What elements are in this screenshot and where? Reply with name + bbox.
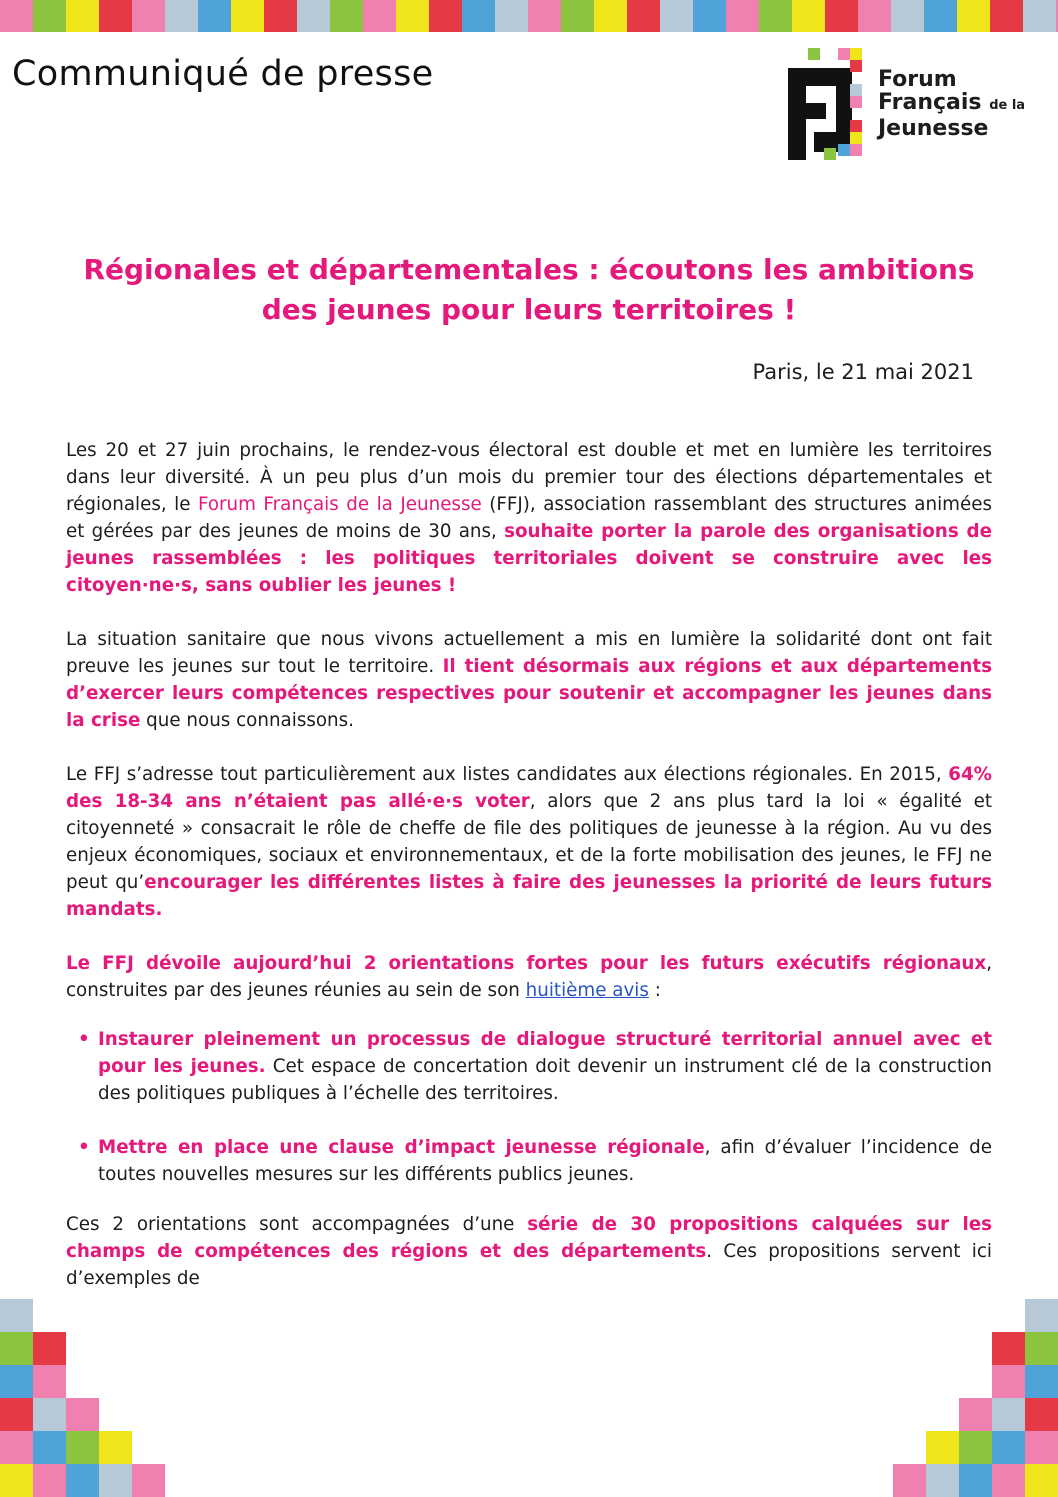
corner-square — [992, 1332, 1025, 1365]
dateline: Paris, le 21 mai 2021 — [752, 360, 974, 384]
strip-square — [363, 0, 396, 32]
press-release-body — [66, 437, 992, 1319]
bullet-icon: • — [78, 1137, 90, 1158]
logo-pixel — [838, 144, 850, 156]
corner-square — [1025, 1398, 1058, 1431]
paragraph-2: La situation sanitaire que nous vivons actuellement a mis en lumière la solidarité dont ont fait preuve les jeunes sur tout le territoire. Il tient désormais aux régions et aux départements d’exercer leurs compétences respectives pour soutenir et accompagner les jeunes dans la crise que nous connaissons. — [66, 629, 992, 731]
highlight-text: Le FFJ dévoile aujourd’hui 2 orientations fortes pour les futurs exécutifs régionaux — [66, 953, 987, 974]
strip-square — [330, 0, 363, 32]
corner-square — [992, 1365, 1025, 1398]
corner-square — [992, 1464, 1025, 1497]
highlight-text: souhaite porter la parole des organisations de jeunes rassemblées : les politiques territoriales doivent se construire avec les citoyen·ne·s, sans oublier les jeunes ! — [66, 521, 992, 596]
corner-square — [893, 1464, 926, 1497]
corner-square — [1025, 1431, 1058, 1464]
corner-square — [1025, 1332, 1058, 1365]
logo-pixel — [850, 84, 862, 96]
huitieme-avis-link[interactable]: huitième avis — [525, 980, 649, 1001]
strip-square — [759, 0, 792, 32]
corner-square — [1025, 1365, 1058, 1398]
highlight-text: Il tient désormais aux régions et aux départements d’exercer leurs compétences respectives pour soutenir et accompagner les jeunes dans la crise — [66, 656, 992, 731]
corner-square — [0, 1464, 33, 1497]
strip-square — [891, 0, 924, 32]
corner-square — [99, 1431, 132, 1464]
strip-square — [561, 0, 594, 32]
corner-square — [926, 1431, 959, 1464]
logo-pixel — [850, 96, 862, 108]
corner-square — [33, 1431, 66, 1464]
logo-pixel — [838, 48, 850, 60]
corner-square — [33, 1332, 66, 1365]
corner-square — [99, 1464, 132, 1497]
strip-square — [957, 0, 990, 32]
corner-square — [66, 1431, 99, 1464]
logo-pixel — [850, 48, 862, 60]
bottom-left-pixel-decoration — [0, 1297, 240, 1497]
top-color-strip — [0, 0, 1058, 32]
highlight-ffj-name: Forum Français de la Jeunesse — [197, 494, 482, 515]
strip-square — [462, 0, 495, 32]
strip-square — [297, 0, 330, 32]
press-release-title: Régionales et départementales : écoutons les ambitions des jeunes pour leurs territoires ! — [83, 253, 975, 326]
corner-square — [66, 1398, 99, 1431]
strip-square — [231, 0, 264, 32]
paragraph-1: Les 20 et 27 juin prochains, le rendez-vous électoral est double et met en lumière les territoires dans leur diversité. À un peu plus d’un mois du premier tour des élections départementales et régionales, le Forum Français de la Jeunesse (FFJ), association rassemblant des structures animées et gérées par des jeunes de moins de 30 ans, souhaite porter la parole des organisations de jeunes rassemblées : les politiques territoriales doivent se construire avec les citoyen·ne·s, sans oublier les jeunes ! — [66, 440, 992, 596]
corner-square — [1025, 1464, 1058, 1497]
highlight-text: série de 30 propositions calquées sur les champs de compétences des régions et des départements — [66, 1214, 992, 1262]
strip-square — [33, 0, 66, 32]
corner-square — [959, 1398, 992, 1431]
strip-square — [264, 0, 297, 32]
logo-pixel — [788, 103, 826, 119]
strip-square — [594, 0, 627, 32]
corner-square — [959, 1431, 992, 1464]
strip-square — [429, 0, 462, 32]
ffj-logo-mark — [788, 48, 862, 160]
corner-square — [992, 1398, 1025, 1431]
corner-square — [1025, 1299, 1058, 1332]
strip-square — [660, 0, 693, 32]
strip-square — [990, 0, 1023, 32]
strip-square — [495, 0, 528, 32]
highlight-text: encourager les différentes listes à faire des jeunesses la priorité de leurs futurs mandats. — [66, 872, 992, 920]
strip-square — [924, 0, 957, 32]
logo-pixel — [808, 48, 820, 60]
bottom-right-pixel-decoration — [818, 1297, 1058, 1497]
logo-pixel — [850, 144, 862, 156]
corner-square — [0, 1332, 33, 1365]
strip-square — [825, 0, 858, 32]
strip-square — [1023, 0, 1056, 32]
corner-square — [33, 1398, 66, 1431]
strip-square — [858, 0, 891, 32]
paragraph-5: Ces 2 orientations sont accompagnées d’une série de 30 propositions calquées sur les champs de compétences des régions et des départements. Ces propositions servent ici d’exemples de — [66, 1214, 992, 1289]
strip-square — [396, 0, 429, 32]
corner-square — [0, 1398, 33, 1431]
corner-square — [0, 1431, 33, 1464]
corner-square — [0, 1365, 33, 1398]
corner-square — [33, 1365, 66, 1398]
paragraph-3: Le FFJ s’adresse tout particulièrement aux listes candidates aux élections régionales. En 2015, 64% des 18-34 ans n’étaient pas allé·e·s voter, alors que 2 ans plus tard la loi « égalité et citoyenneté » consacrait le rôle de cheffe de file des politiques de jeunesse à la région. Au vu des enjeux économiques, sociaux et environnementaux, et de la forte mobilisation des jeunes, le FFJ ne peut qu’encourager les différentes listes à faire des jeunesses la priorité de leurs futurs mandats. — [66, 764, 992, 920]
strip-square — [198, 0, 231, 32]
logo-pixel — [850, 120, 862, 132]
corner-square — [959, 1464, 992, 1497]
logo-pixel — [824, 148, 836, 160]
paragraph-4: Le FFJ dévoile aujourd’hui 2 orientations fortes pour les futurs exécutifs régionaux, construites par des jeunes réunies au sein de son huitième avis : — [66, 953, 992, 1001]
corner-square — [926, 1464, 959, 1497]
logo-pixel — [788, 68, 838, 86]
strip-square — [132, 0, 165, 32]
corner-square — [0, 1299, 33, 1332]
bullet-icon: • — [78, 1029, 90, 1050]
logo-pixel — [850, 132, 862, 144]
logo-pixel — [850, 60, 862, 72]
highlight-text: 64% des 18-34 ans n’étaient pas allé·e·s voter — [66, 764, 992, 812]
orientations-list — [66, 1026, 992, 1188]
corner-square — [66, 1464, 99, 1497]
strip-square — [693, 0, 726, 32]
corner-square — [132, 1464, 165, 1497]
document-type-heading: Communiqué de presse — [12, 54, 434, 94]
strip-square — [792, 0, 825, 32]
strip-square — [66, 0, 99, 32]
corner-square — [992, 1431, 1025, 1464]
strip-square — [165, 0, 198, 32]
ffj-logo-wordmark: Forum Français de la Jeunesse — [878, 67, 1026, 141]
list-item: • Mettre en place une clause d’impact jeunesse régionale, afin d’évaluer l’incidence de toutes nouvelles mesures sur les différents publics jeunes. — [98, 1134, 992, 1188]
strip-square — [0, 0, 33, 32]
strip-square — [627, 0, 660, 32]
ffj-logo — [788, 48, 1038, 163]
list-item: • Instaurer pleinement un processus de dialogue structuré territorial annuel avec et pour les jeunes. Cet espace de concertation doit devenir un instrument clé de la construction des politiques publiques à l’échelle des territoires. — [98, 1026, 992, 1107]
strip-square — [726, 0, 759, 32]
corner-square — [33, 1464, 66, 1497]
strip-square — [528, 0, 561, 32]
strip-square — [99, 0, 132, 32]
